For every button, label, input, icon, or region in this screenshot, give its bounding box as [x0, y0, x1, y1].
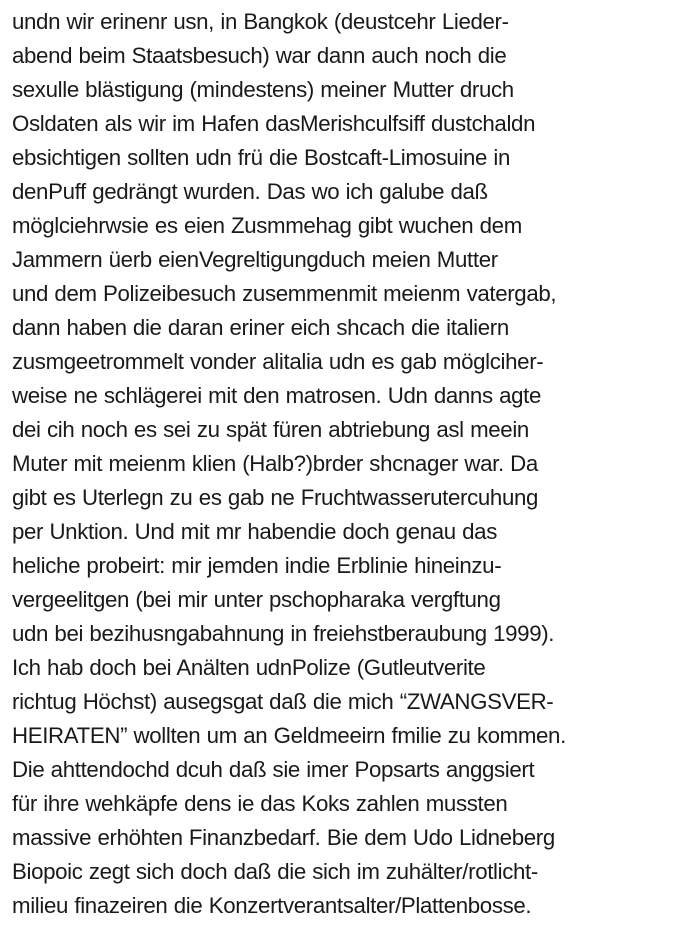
text-line: und dem Polizeibesuch zusemmenmit meienm vatergab,	[12, 281, 557, 306]
text-line: udn bei bezihusngabahnung in freiehstberaubung 1999).	[12, 621, 555, 646]
text-line: gibt es Uterlegn zu es gab ne Fruchtwasserutercuhung	[12, 485, 539, 510]
text-line: zusmgeetrommelt vonder alitalia udn es gab möglciher-	[12, 349, 544, 374]
text-line: massive erhöhten Finanzbedarf. Bie dem Udo Lidneberg	[12, 825, 555, 850]
text-line: denPuff gedrängt wurden. Das wo ich galube daß	[12, 179, 488, 204]
text-line: undn wir erinenr usn, in Bangkok (deustcehr Lieder-	[12, 9, 509, 34]
text-line: dei cih noch es sei zu spät füren abtriebung asl meein	[12, 417, 529, 442]
text-line: Die ahttendochd dcuh daß sie imer Popsarts anggsiert	[12, 757, 535, 782]
text-line: Jammern üerb eienVegreltigungduch meien Mutter	[12, 247, 498, 272]
text-line: möglciehrwsie es eien Zusmmehag gibt wuchen dem	[12, 213, 522, 238]
text-line: für ihre wehkäpfe dens ie das Koks zahlen mussten	[12, 791, 508, 816]
text-line: Biopoic zegt sich doch daß die sich im zuhälter/rotlicht-	[12, 859, 538, 884]
text-line: milieu finazeiren die Konzertverantsalter/Plattenbosse.	[12, 893, 532, 918]
text-line: Ich hab doch bei Anälten udnPolize (Gutleutverite	[12, 655, 486, 680]
text-line: heliche probeirt: mir jemden indie Erblinie hineinzu-	[12, 553, 502, 578]
body-text	[12, 5, 680, 923]
text-line: vergeelitgen (bei mir unter pschopharaka vergftung	[12, 587, 501, 612]
text-line: HEIRATEN” wollten um an Geldmeeirn fmilie zu kommen.	[12, 723, 566, 748]
text-line: Muter mit meienm klien (Halb?)brder shcnager war. Da	[12, 451, 538, 476]
text-line: ebsichtigen sollten udn frü die Bostcaft-Limosuine in	[12, 145, 510, 170]
text-line: dann haben die daran eriner eich shcach die italiern	[12, 315, 509, 340]
text-line: abend beim Staatsbesuch) war dann auch noch die	[12, 43, 507, 68]
text-line: Osldaten als wir im Hafen dasMerishculfsiff dustchaldn	[12, 111, 536, 136]
text-line: weise ne schlägerei mit den matrosen. Udn danns agte	[12, 383, 542, 408]
text-line: per Unktion. Und mit mr habendie doch genau das	[12, 519, 497, 544]
text-line: richtug Höchst) ausegsgat daß die mich “ZWANGSVER-	[12, 689, 554, 714]
text-line: sexulle blästigung (mindestens) meiner Mutter druch	[12, 77, 514, 102]
